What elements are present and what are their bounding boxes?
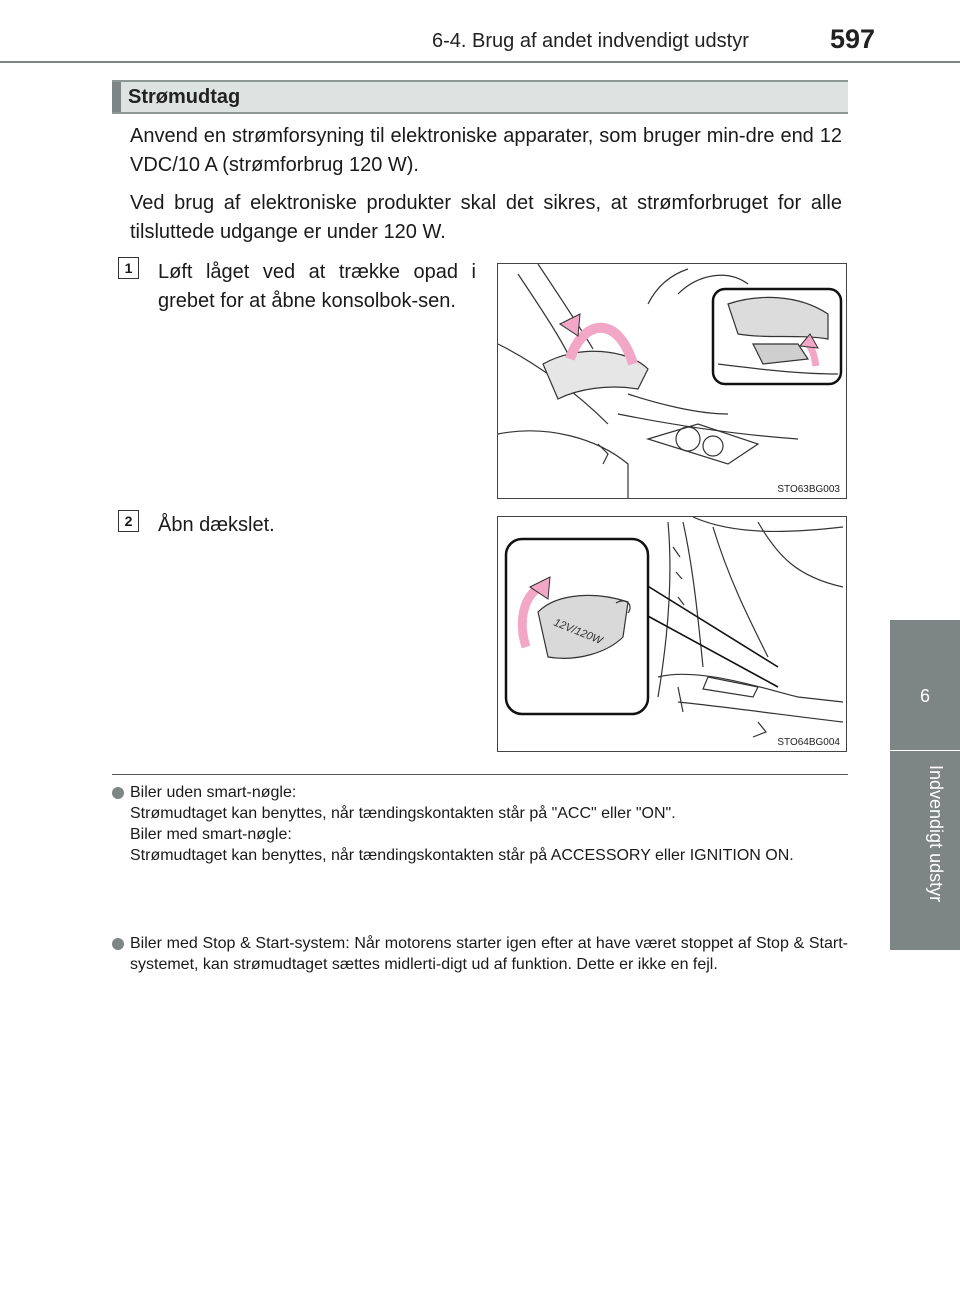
note-bullet-2 <box>112 938 124 950</box>
section-heading <box>112 80 848 114</box>
figure-outlet-cover <box>497 516 847 752</box>
note-1-line-1: Biler uden smart-nøgle: <box>130 784 297 801</box>
console-illustration <box>498 264 846 498</box>
note-1-line-3: Biler med smart-nøgle: <box>130 826 292 843</box>
section-heading-bar <box>112 82 121 112</box>
step-text-1: Løft låget ved at trække opad i grebet for at åbne konsolbok-sen. <box>158 261 476 312</box>
outlet-illustration <box>498 517 846 751</box>
figure-console-box <box>497 263 847 499</box>
note-1-line-2: Strømudtaget kan benyttes, når tændingskontakten står på "ACC" eller "ON". <box>130 805 676 822</box>
page-number: 597 <box>830 24 876 54</box>
figure-code-2: STO64BG004 <box>777 737 840 748</box>
paragraph-power-supply: Anvend en strømforsyning til elektroniske apparater, som bruger min-dre end 12 VDC/10 A (strømforbrug 120 W). <box>130 125 842 176</box>
chapter-title: Indvendigt udstyr <box>926 765 946 903</box>
header-section-title: 6-4. Brug af andet indvendigt udstyr <box>432 30 749 52</box>
step-text-2: Åbn dækslet. <box>158 514 275 536</box>
note-2: Biler med Stop & Start-system: Når motorens starter igen efter at have været stoppet af Stop & Start-systemet, kan strømudtaget sættes midlerti-digt ud af funktion. Dette er ikke en fejl. <box>130 935 848 973</box>
step-number-2: 2 <box>118 510 139 532</box>
figure-code-1: STO63BG003 <box>777 484 840 495</box>
note-1 <box>130 782 848 866</box>
step-number-1: 1 <box>118 257 139 279</box>
note-bullet-1 <box>112 787 124 799</box>
chapter-number: 6 <box>919 686 930 706</box>
note-1-line-4: Strømudtaget kan benyttes, når tændingskontakten står på ACCESSORY eller IGNITION ON. <box>130 847 794 864</box>
header-divider <box>0 61 960 63</box>
paragraph-total-consumption: Ved brug af elektroniske produkter skal det sikres, at strømforbruget for alle tilsluttede udgange er under 120 W. <box>130 192 842 243</box>
section-heading-text: Strømudtag <box>128 86 241 108</box>
notes-divider <box>112 774 848 775</box>
outlet-rating-label: 12V/120W <box>551 616 605 648</box>
